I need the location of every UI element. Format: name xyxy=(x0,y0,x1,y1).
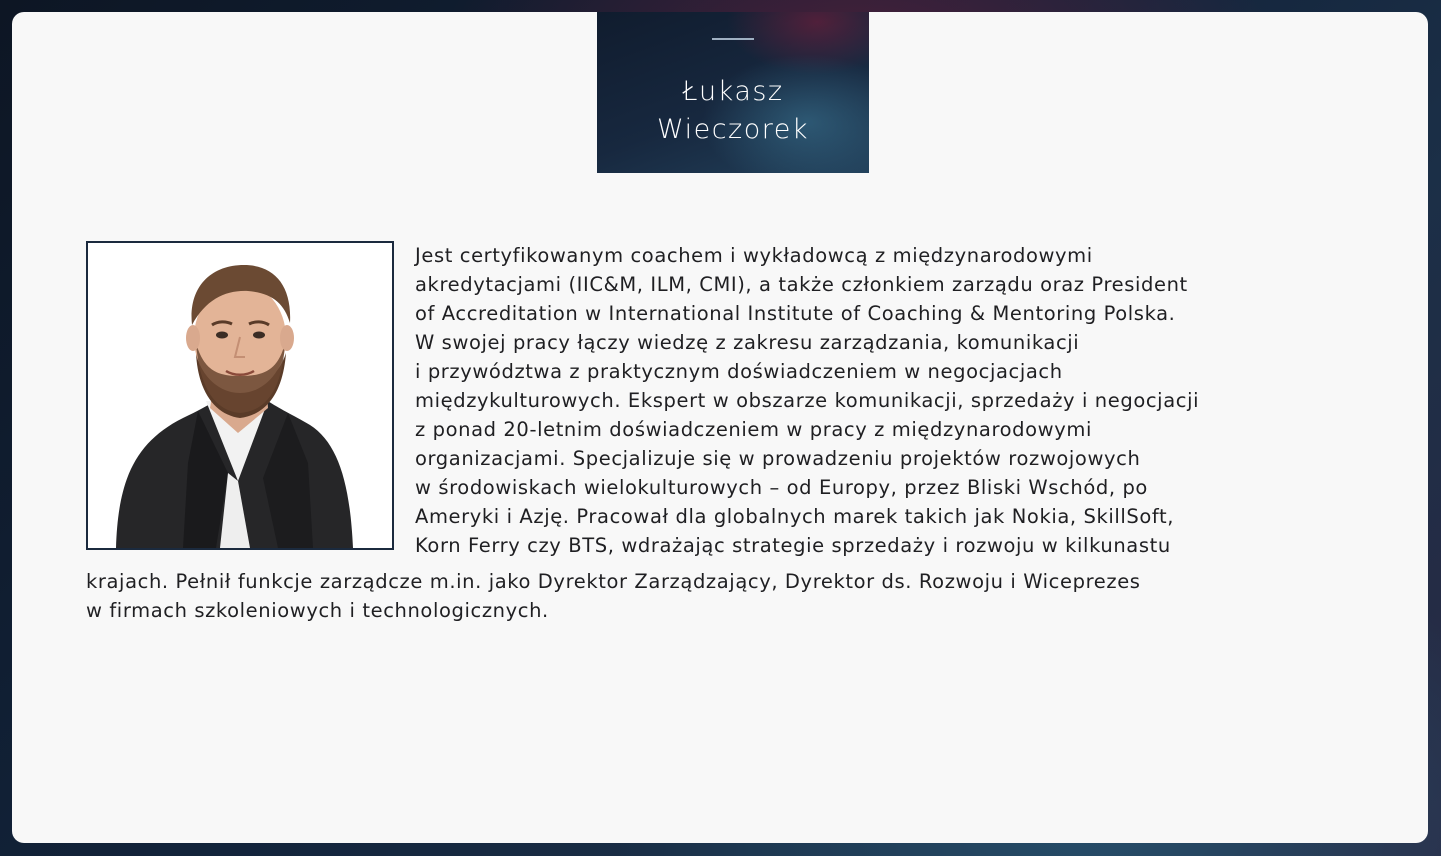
bio-continuation xyxy=(86,560,1336,625)
bio-line: z ponad 20-letnim doświadczeniem w pracy z międzynarodowymi xyxy=(415,418,1092,441)
bio-line: i przywództwa z praktycznym doświadczeniem w negocjacjach xyxy=(415,360,1063,383)
bio-line: W swojej pracy łączy wiedzę z zakresu zarządzania, komunikacji xyxy=(415,331,1080,354)
bio-line: akredytacjami (IIC&M, ILM, CMI), a także członkiem zarządu oraz President xyxy=(415,273,1188,296)
profile-photo xyxy=(86,241,394,550)
bio-line: krajach. Pełnił funkcje zarządcze m.in. jako Dyrektor Zarządzający, Dyrektor ds. Rozwoju i Wiceprezes xyxy=(86,570,1141,593)
person-name xyxy=(597,73,869,149)
name-divider xyxy=(712,38,754,40)
bio-line: w środowiskach wielokulturowych – od Europy, przez Bliski Wschód, po xyxy=(415,476,1148,499)
bio-line: Korn Ferry czy BTS, wdrażając strategie sprzedaży i rozwoju w kilkunastu xyxy=(415,534,1171,557)
bio-line: of Accreditation w International Institute of Coaching & Mentoring Polska. xyxy=(415,302,1176,325)
bio-section xyxy=(86,241,1336,625)
bio-line: Jest certyfikowanym coachem i wykładowcą z międzynarodowymi xyxy=(415,244,1093,267)
bio-line: międzykulturowych. Ekspert w obszarze komunikacji, sprzedaży i negocjacji xyxy=(415,389,1200,412)
name-header xyxy=(597,12,869,173)
person-first-name: Łukasz xyxy=(682,76,784,107)
bio-line: organizacjami. Specjalizuje się w prowadzeniu projektów rozwojowych xyxy=(415,447,1141,470)
bio-line: w firmach szkoleniowych i technologicznych. xyxy=(86,599,549,622)
bio-line: Ameryki i Azję. Pracował dla globalnych marek takich jak Nokia, SkillSoft, xyxy=(415,505,1175,528)
person-last-name: Wieczorek xyxy=(656,114,809,145)
profile-card xyxy=(12,12,1428,843)
